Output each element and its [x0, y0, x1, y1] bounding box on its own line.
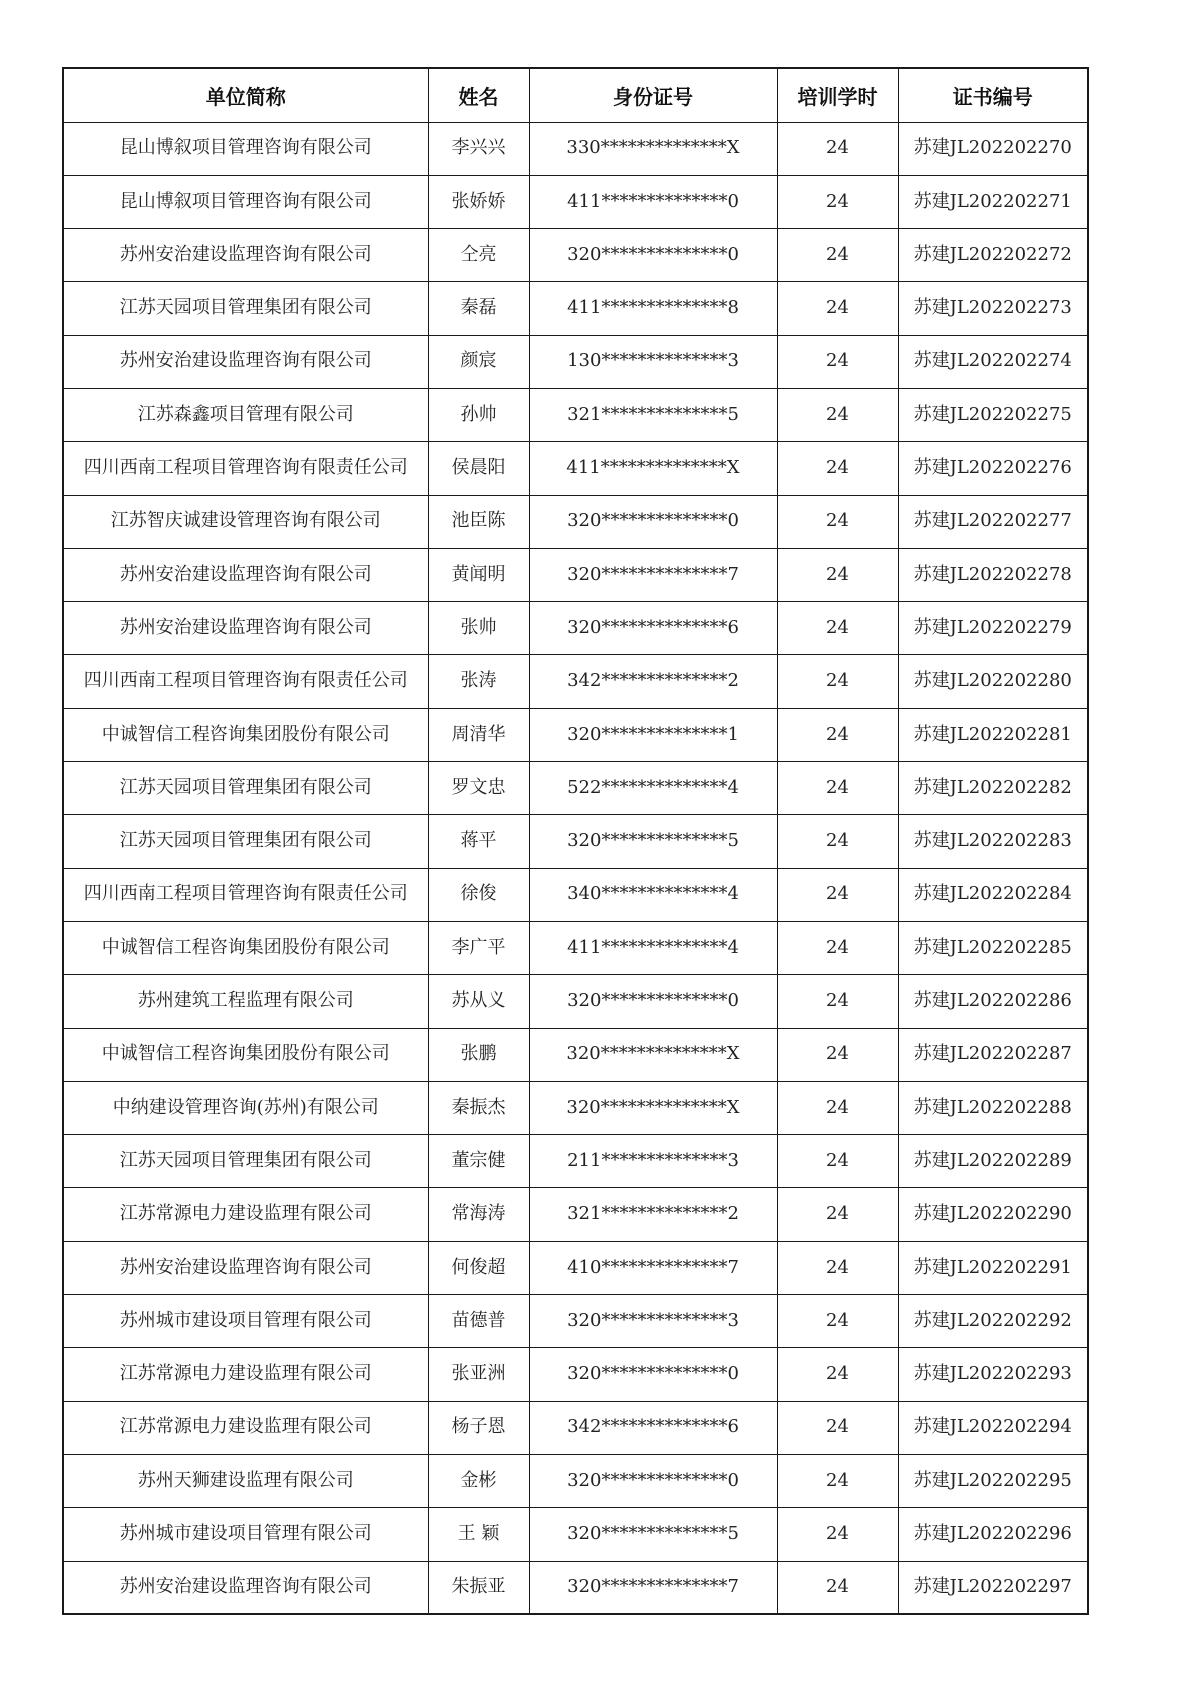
cell-cert-no: 苏建JL202202274 — [898, 335, 1088, 388]
cell-hours: 24 — [777, 1081, 898, 1134]
table-row — [63, 655, 1088, 708]
cell-hours: 24 — [777, 388, 898, 441]
cell-cert-no: 苏建JL202202281 — [898, 708, 1088, 761]
cell-cert-no: 苏建JL202202295 — [898, 1454, 1088, 1507]
table-row — [63, 122, 1088, 175]
cell-id-number: 320**************0 — [529, 229, 777, 282]
cell-name: 孙帅 — [428, 388, 529, 441]
cell-cert-no: 苏建JL202202273 — [898, 282, 1088, 335]
cell-cert-no: 苏建JL202202285 — [898, 921, 1088, 974]
cell-company: 江苏森鑫项目管理有限公司 — [63, 388, 428, 441]
cell-company: 苏州天狮建设监理有限公司 — [63, 1454, 428, 1507]
cell-company: 苏州建筑工程监理有限公司 — [63, 975, 428, 1028]
cell-id-number: 342**************6 — [529, 1401, 777, 1454]
table-row — [63, 975, 1088, 1028]
cell-name: 王 颖 — [428, 1508, 529, 1561]
table-row — [63, 708, 1088, 761]
cell-cert-no: 苏建JL202202288 — [898, 1081, 1088, 1134]
cell-company: 中诚智信工程咨询集团股份有限公司 — [63, 1028, 428, 1081]
cell-id-number: 320**************0 — [529, 495, 777, 548]
cell-name: 金彬 — [428, 1454, 529, 1507]
cell-name: 朱振亚 — [428, 1561, 529, 1614]
table-row — [63, 815, 1088, 868]
cell-name: 颜宸 — [428, 335, 529, 388]
cell-cert-no: 苏建JL202202289 — [898, 1135, 1088, 1188]
cell-name: 张娇娇 — [428, 175, 529, 228]
cell-id-number: 342**************2 — [529, 655, 777, 708]
cell-name: 张帅 — [428, 602, 529, 655]
table-row — [63, 495, 1088, 548]
cell-id-number: 321**************5 — [529, 388, 777, 441]
cell-hours: 24 — [777, 815, 898, 868]
cell-name: 张鹏 — [428, 1028, 529, 1081]
cell-company: 江苏常源电力建设监理有限公司 — [63, 1188, 428, 1241]
cell-company: 苏州城市建设项目管理有限公司 — [63, 1508, 428, 1561]
header-hours: 培训学时 — [777, 68, 898, 122]
cell-name: 池臣陈 — [428, 495, 529, 548]
cell-cert-no: 苏建JL202202291 — [898, 1241, 1088, 1294]
cell-name: 徐俊 — [428, 868, 529, 921]
cell-id-number: 211**************3 — [529, 1135, 777, 1188]
cell-name: 黄闻明 — [428, 548, 529, 601]
table-row — [63, 921, 1088, 974]
table-row — [63, 762, 1088, 815]
cell-cert-no: 苏建JL202202294 — [898, 1401, 1088, 1454]
cell-id-number: 320**************0 — [529, 975, 777, 1028]
cell-company: 江苏天园项目管理集团有限公司 — [63, 762, 428, 815]
cell-id-number: 410**************7 — [529, 1241, 777, 1294]
cell-company: 苏州安治建设监理咨询有限公司 — [63, 1241, 428, 1294]
cell-cert-no: 苏建JL202202287 — [898, 1028, 1088, 1081]
cell-hours: 24 — [777, 975, 898, 1028]
table-row — [63, 335, 1088, 388]
cell-company: 四川西南工程项目管理咨询有限责任公司 — [63, 442, 428, 495]
cell-company: 昆山博叙项目管理咨询有限公司 — [63, 175, 428, 228]
cell-id-number: 411**************X — [529, 442, 777, 495]
cell-cert-no: 苏建JL202202270 — [898, 122, 1088, 175]
cell-hours: 24 — [777, 229, 898, 282]
cell-id-number: 411**************4 — [529, 921, 777, 974]
cell-company: 苏州城市建设项目管理有限公司 — [63, 1295, 428, 1348]
cell-cert-no: 苏建JL202202272 — [898, 229, 1088, 282]
cell-cert-no: 苏建JL202202283 — [898, 815, 1088, 868]
cell-company: 苏州安治建设监理咨询有限公司 — [63, 335, 428, 388]
table-row — [63, 548, 1088, 601]
cell-hours: 24 — [777, 1295, 898, 1348]
cell-company: 江苏天园项目管理集团有限公司 — [63, 1135, 428, 1188]
table-row — [63, 388, 1088, 441]
cell-hours: 24 — [777, 1028, 898, 1081]
table-row — [63, 1508, 1088, 1561]
cell-name: 仝亮 — [428, 229, 529, 282]
table-body — [63, 122, 1088, 1614]
cell-name: 常海涛 — [428, 1188, 529, 1241]
header-id-number: 身份证号 — [529, 68, 777, 122]
cell-id-number: 320**************3 — [529, 1295, 777, 1348]
cell-hours: 24 — [777, 762, 898, 815]
table-row — [63, 1028, 1088, 1081]
table-row — [63, 1295, 1088, 1348]
cell-id-number: 411**************8 — [529, 282, 777, 335]
cell-hours: 24 — [777, 1508, 898, 1561]
header-name: 姓名 — [428, 68, 529, 122]
cell-id-number: 320**************0 — [529, 1454, 777, 1507]
cell-name: 杨子恩 — [428, 1401, 529, 1454]
table-row — [63, 1348, 1088, 1401]
cell-id-number: 340**************4 — [529, 868, 777, 921]
cell-company: 中诚智信工程咨询集团股份有限公司 — [63, 708, 428, 761]
cell-name: 侯晨阳 — [428, 442, 529, 495]
cell-name: 李兴兴 — [428, 122, 529, 175]
cell-name: 罗文忠 — [428, 762, 529, 815]
cell-company: 江苏天园项目管理集团有限公司 — [63, 282, 428, 335]
cell-cert-no: 苏建JL202202284 — [898, 868, 1088, 921]
cell-company: 江苏常源电力建设监理有限公司 — [63, 1401, 428, 1454]
cell-hours: 24 — [777, 495, 898, 548]
cell-name: 董宗健 — [428, 1135, 529, 1188]
cell-company: 江苏智庆诚建设管理咨询有限公司 — [63, 495, 428, 548]
cell-cert-no: 苏建JL202202286 — [898, 975, 1088, 1028]
table-row — [63, 1081, 1088, 1134]
cell-id-number: 320**************X — [529, 1028, 777, 1081]
cell-id-number: 320**************7 — [529, 548, 777, 601]
cell-name: 张亚洲 — [428, 1348, 529, 1401]
cell-company: 昆山博叙项目管理咨询有限公司 — [63, 122, 428, 175]
cell-company: 四川西南工程项目管理咨询有限责任公司 — [63, 655, 428, 708]
cell-company: 中纳建设管理咨询(苏州)有限公司 — [63, 1081, 428, 1134]
cell-id-number: 320**************5 — [529, 815, 777, 868]
cell-hours: 24 — [777, 122, 898, 175]
cell-hours: 24 — [777, 602, 898, 655]
cell-name: 何俊超 — [428, 1241, 529, 1294]
cell-cert-no: 苏建JL202202297 — [898, 1561, 1088, 1614]
table-row — [63, 1454, 1088, 1507]
cell-name: 秦振杰 — [428, 1081, 529, 1134]
cell-id-number: 411**************0 — [529, 175, 777, 228]
cell-name: 苏从义 — [428, 975, 529, 1028]
cell-company: 江苏常源电力建设监理有限公司 — [63, 1348, 428, 1401]
cell-cert-no: 苏建JL202202271 — [898, 175, 1088, 228]
cell-company: 苏州安治建设监理咨询有限公司 — [63, 229, 428, 282]
cell-company: 江苏天园项目管理集团有限公司 — [63, 815, 428, 868]
cell-name: 李广平 — [428, 921, 529, 974]
cell-name: 张涛 — [428, 655, 529, 708]
cell-hours: 24 — [777, 1135, 898, 1188]
table-row — [63, 602, 1088, 655]
cell-id-number: 320**************1 — [529, 708, 777, 761]
cell-id-number: 330**************X — [529, 122, 777, 175]
cell-cert-no: 苏建JL202202293 — [898, 1348, 1088, 1401]
table-row — [63, 229, 1088, 282]
header-row — [63, 68, 1088, 122]
cell-id-number: 320**************0 — [529, 1348, 777, 1401]
cell-name: 苗德普 — [428, 1295, 529, 1348]
cell-cert-no: 苏建JL202202276 — [898, 442, 1088, 495]
header-company: 单位简称 — [63, 68, 428, 122]
table-row — [63, 175, 1088, 228]
cell-id-number: 522**************4 — [529, 762, 777, 815]
cell-id-number: 320**************7 — [529, 1561, 777, 1614]
table-row — [63, 1561, 1088, 1614]
cell-id-number: 320**************6 — [529, 602, 777, 655]
cell-cert-no: 苏建JL202202280 — [898, 655, 1088, 708]
cell-hours: 24 — [777, 282, 898, 335]
cell-cert-no: 苏建JL202202277 — [898, 495, 1088, 548]
certificate-table — [62, 67, 1089, 1615]
table-row — [63, 282, 1088, 335]
cell-hours: 24 — [777, 655, 898, 708]
cell-hours: 24 — [777, 1401, 898, 1454]
cell-id-number: 320**************5 — [529, 1508, 777, 1561]
cell-company: 中诚智信工程咨询集团股份有限公司 — [63, 921, 428, 974]
header-cert-no: 证书编号 — [898, 68, 1088, 122]
cell-hours: 24 — [777, 921, 898, 974]
cell-cert-no: 苏建JL202202279 — [898, 602, 1088, 655]
cell-cert-no: 苏建JL202202282 — [898, 762, 1088, 815]
cell-cert-no: 苏建JL202202278 — [898, 548, 1088, 601]
cell-id-number: 321**************2 — [529, 1188, 777, 1241]
cell-hours: 24 — [777, 1188, 898, 1241]
cell-cert-no: 苏建JL202202292 — [898, 1295, 1088, 1348]
table-row — [63, 442, 1088, 495]
cell-company: 苏州安治建设监理咨询有限公司 — [63, 602, 428, 655]
cell-cert-no: 苏建JL202202275 — [898, 388, 1088, 441]
cell-cert-no: 苏建JL202202290 — [898, 1188, 1088, 1241]
table-row — [63, 1401, 1088, 1454]
cell-name: 蒋平 — [428, 815, 529, 868]
table-row — [63, 1188, 1088, 1241]
cell-hours: 24 — [777, 335, 898, 388]
cell-name: 周清华 — [428, 708, 529, 761]
cell-hours: 24 — [777, 1454, 898, 1507]
cell-hours: 24 — [777, 1348, 898, 1401]
cell-cert-no: 苏建JL202202296 — [898, 1508, 1088, 1561]
cell-company: 四川西南工程项目管理咨询有限责任公司 — [63, 868, 428, 921]
cell-hours: 24 — [777, 1241, 898, 1294]
cell-hours: 24 — [777, 442, 898, 495]
cell-company: 苏州安治建设监理咨询有限公司 — [63, 548, 428, 601]
cell-id-number: 130**************3 — [529, 335, 777, 388]
cell-company: 苏州安治建设监理咨询有限公司 — [63, 1561, 428, 1614]
cell-name: 秦磊 — [428, 282, 529, 335]
table-row — [63, 1241, 1088, 1294]
cell-id-number: 320**************X — [529, 1081, 777, 1134]
table-header — [63, 68, 1088, 122]
table-row — [63, 1135, 1088, 1188]
cell-hours: 24 — [777, 548, 898, 601]
cell-hours: 24 — [777, 175, 898, 228]
cell-hours: 24 — [777, 708, 898, 761]
table-row — [63, 868, 1088, 921]
cell-hours: 24 — [777, 1561, 898, 1614]
cell-hours: 24 — [777, 868, 898, 921]
